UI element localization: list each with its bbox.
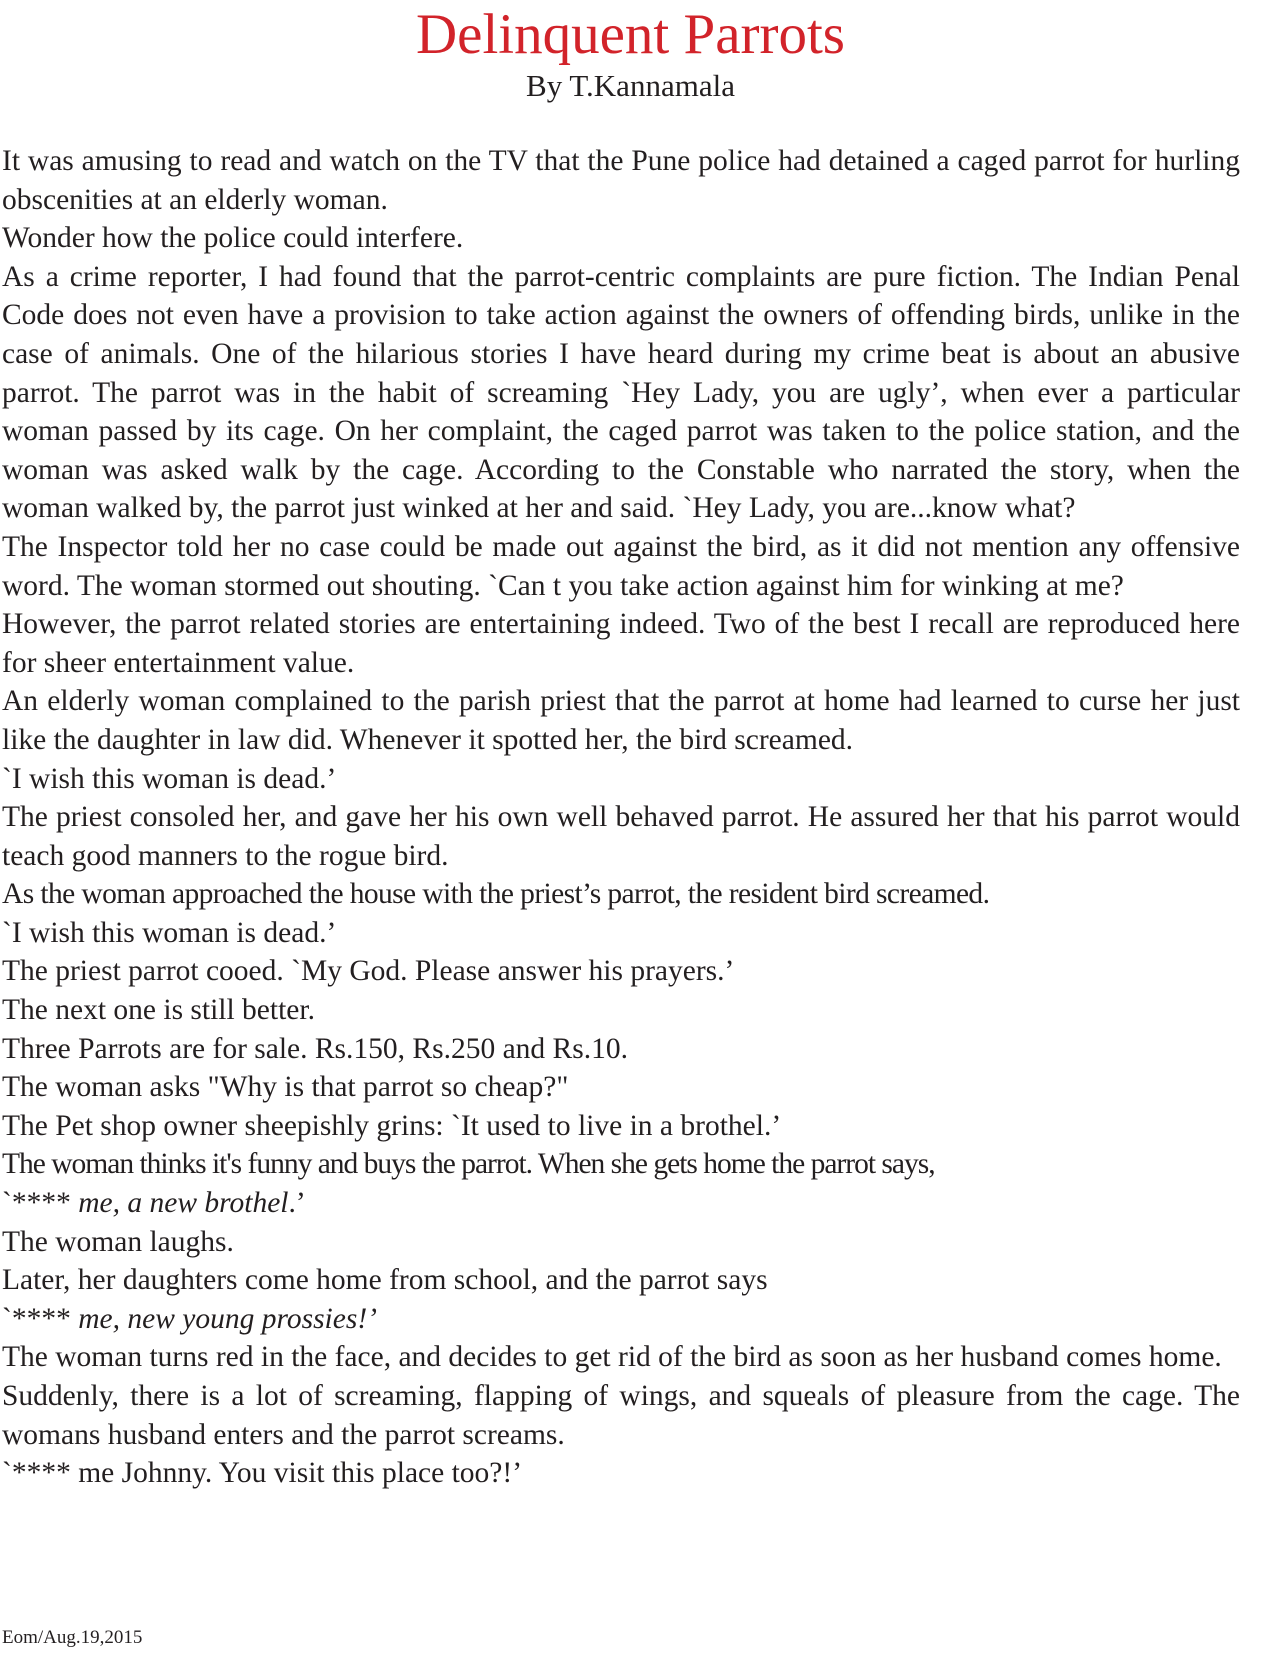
quote-text: `**** [2, 1302, 71, 1335]
paragraph: The woman thinks it's funny and buys the parrot. When she gets home the parrot says, [2, 1148, 935, 1181]
paragraph: An elderly woman complained to the parish priest that the parrot at home had learned to curse her just like the daughter in law did. Whenever it spotted her, the bird screamed. [2, 685, 1240, 756]
paragraph: The priest parrot cooed. `My God. Please answer his prayers.’ [2, 955, 735, 988]
paragraph: As a crime reporter, I had found that the parrot-centric complaints are pure fiction. The Indian Penal Code does not even have a provision to take action against the owners of offending birds, unlike in the case of animals. One of the hilarious stories I have heard during my crime beat is about an abusive parrot. The parrot was in the habit of screaming `Hey Lady, you are ugly’, when ever a particular woman passed by its cage. On her complaint, the caged parrot was taken to the police station, and the woman was asked walk by the cage. According to the Constable who narrated the story, when the woman walked by, the parrot just winked at her and said. `Hey Lady, you are...know what? [2, 260, 1240, 525]
paragraph: The Pet shop owner sheepishly grins: `It used to live in a brothel.’ [2, 1109, 782, 1142]
article-byline: By T.Kannamala [526, 68, 735, 103]
paragraph: Later, her daughters come home from school, and the parrot says [2, 1264, 768, 1297]
article-title: Delinquent Parrots [415, 3, 845, 66]
quote-text: `**** [2, 1187, 71, 1220]
paragraph: Three Parrots are for sale. Rs.150, Rs.250 and Rs.10. [2, 1032, 628, 1065]
paragraph-mixed [2, 1300, 1240, 1339]
paragraph: Suddenly, there is a lot of screaming, flapping of wings, and squeals of pleasure from the cage. The womans husband enters and the parrot screams. [2, 1380, 1240, 1451]
paragraph: The woman asks "Why is that parrot so cheap?" [2, 1071, 569, 1104]
article-body [2, 142, 1240, 1493]
article-footer: Eom/Aug.19,2015 [2, 1627, 143, 1648]
paragraph: The woman turns red in the face, and decides to get rid of the bird as soon as her husband comes home. [2, 1341, 1222, 1374]
paragraph-mixed [2, 1184, 1240, 1223]
paragraph: `**** me Johnny. You visit this place too?!’ [2, 1457, 523, 1490]
paragraph: The next one is still better. [2, 994, 315, 1027]
quote-text: .’ [288, 1187, 306, 1220]
paragraph: `I wish this woman is dead.’ [2, 916, 337, 949]
quote-text-italic: me, a new brothel [70, 1187, 289, 1220]
paragraph: Wonder how the police could interfere. [2, 222, 464, 255]
paragraph: The woman laughs. [2, 1225, 234, 1258]
paragraph: `I wish this woman is dead.’ [2, 762, 337, 795]
quote-text-italic: me, new young prossies!’ [70, 1302, 377, 1335]
paragraph: However, the parrot related stories are entertaining indeed. Two of the best I recall are reproduced here for sheer entertainment value. [2, 608, 1240, 679]
paragraph: As the woman approached the house with the priest’s parrot, the resident bird screamed. [2, 878, 990, 911]
paragraph: It was amusing to read and watch on the TV that the Pune police had detained a caged parrot for hurling obscenities at an elderly woman. [2, 145, 1240, 216]
paragraph: The priest consoled her, and gave her his own well behaved parrot. He assured her that his parrot would teach good manners to the rogue bird. [2, 801, 1240, 872]
paragraph: The Inspector told her no case could be made out against the bird, as it did not mention any offensive word. The woman stormed out shouting. `Can t you take action against him for winking at me? [2, 530, 1240, 602]
